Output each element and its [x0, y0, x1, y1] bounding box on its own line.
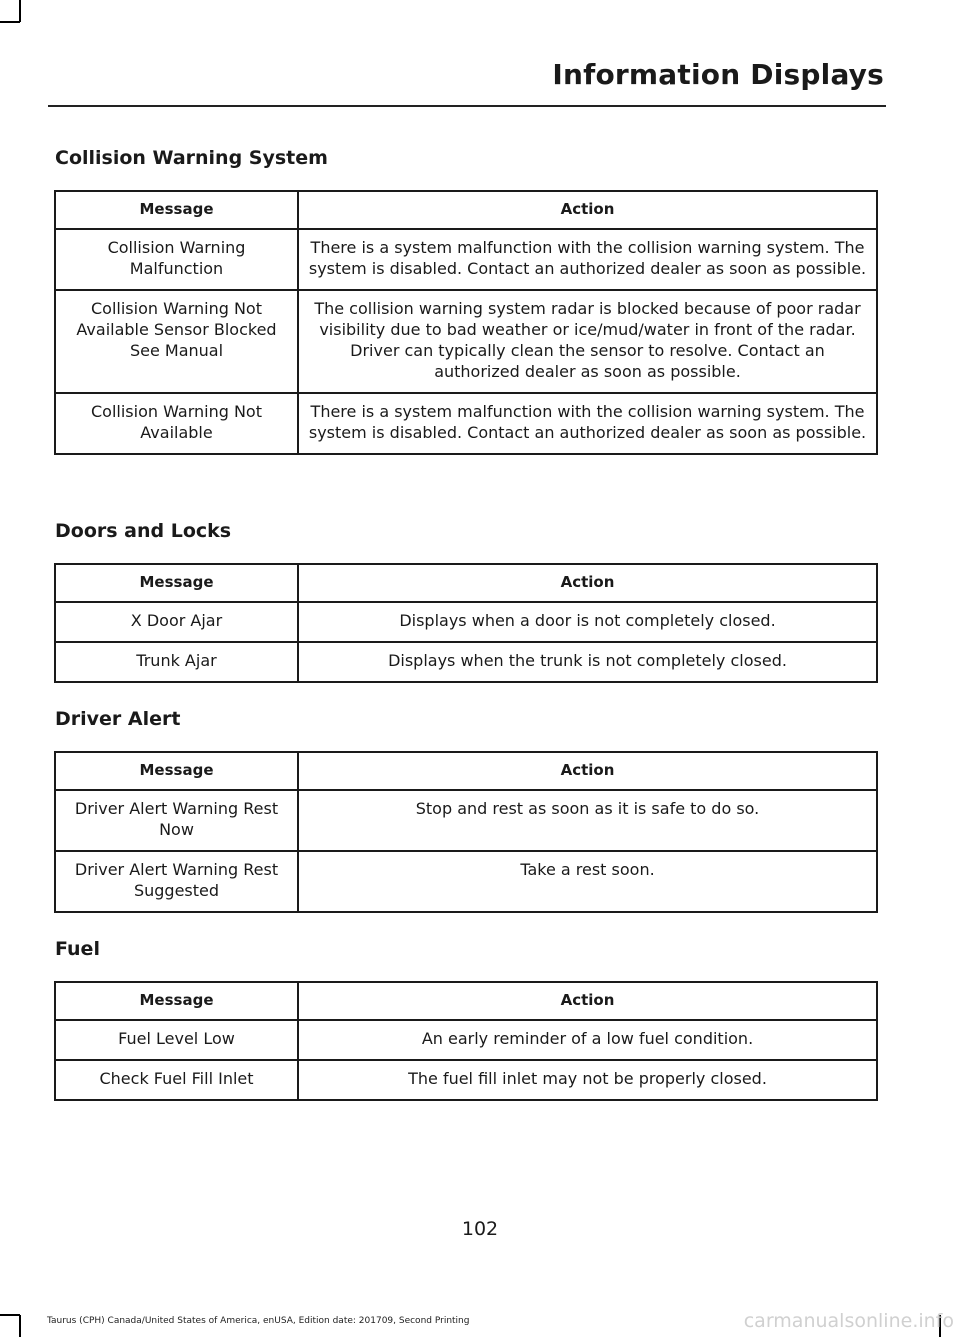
column-header-message: Message: [55, 982, 298, 1020]
footer-edition-info: Taurus (CPH) Canada/United States of America, enUSA, Edition date: 201709, Second Printing: [47, 1316, 470, 1326]
crop-mark: [19, 0, 21, 22]
table-row: [55, 1060, 877, 1100]
column-header-action: Action: [298, 191, 877, 229]
driver-alert-table: [54, 751, 878, 913]
table-row: [55, 229, 877, 290]
column-header-message: Message: [55, 752, 298, 790]
table-header-row: [55, 564, 877, 602]
table-row: [55, 290, 877, 393]
action-cell: The collision warning system radar is blocked because of poor radar visibility due to bad weather or ice/mud/water in front of the radar. Driver can typically clean the sensor to resolve. Contact an authorized dealer as soon as possible.: [298, 290, 877, 393]
crop-mark: [0, 21, 20, 23]
watermark: carmanualsonline.info: [743, 1310, 954, 1332]
section-title-collision-warning: Collision Warning System: [55, 147, 328, 169]
action-cell: Displays when the trunk is not completely closed.: [298, 642, 877, 682]
table-row: [55, 393, 877, 454]
message-cell: X Door Ajar: [55, 602, 298, 642]
message-cell: Collision Warning Not Available: [55, 393, 298, 454]
message-cell: Fuel Level Low: [55, 1020, 298, 1060]
message-cell: Driver Alert Warning Rest Now: [55, 790, 298, 851]
message-cell: Collision Warning Not Available Sensor Blocked See Manual: [55, 290, 298, 393]
message-cell: Trunk Ajar: [55, 642, 298, 682]
table-row: [55, 790, 877, 851]
table-row: [55, 642, 877, 682]
collision-warning-table: [54, 190, 878, 455]
column-header-action: Action: [298, 982, 877, 1020]
message-cell: Collision Warning Malfunction: [55, 229, 298, 290]
table-row: [55, 851, 877, 912]
table-header-row: [55, 982, 877, 1020]
action-cell: There is a system malfunction with the collision warning system. The system is disabled. Contact an authorized dealer as soon as possible.: [298, 229, 877, 290]
column-header-message: Message: [55, 564, 298, 602]
page-title: Information Displays: [552, 58, 884, 91]
table-row: [55, 1020, 877, 1060]
fuel-table: [54, 981, 878, 1101]
action-cell: Stop and rest as soon as it is safe to do so.: [298, 790, 877, 851]
column-header-message: Message: [55, 191, 298, 229]
section-title-driver-alert: Driver Alert: [55, 708, 181, 730]
table-row: [55, 602, 877, 642]
message-cell: Driver Alert Warning Rest Suggested: [55, 851, 298, 912]
section-title-fuel: Fuel: [55, 938, 100, 960]
message-cell: Check Fuel Fill Inlet: [55, 1060, 298, 1100]
action-cell: The fuel fill inlet may not be properly closed.: [298, 1060, 877, 1100]
table-header-row: [55, 191, 877, 229]
page-number: 102: [461, 1218, 499, 1240]
action-cell: Displays when a door is not completely closed.: [298, 602, 877, 642]
action-cell: There is a system malfunction with the collision warning system. The system is disabled. Contact an authorized dealer as soon as possible.: [298, 393, 877, 454]
column-header-action: Action: [298, 564, 877, 602]
header-rule: [48, 105, 886, 107]
column-header-action: Action: [298, 752, 877, 790]
section-title-doors-and-locks: Doors and Locks: [55, 520, 232, 542]
action-cell: Take a rest soon.: [298, 851, 877, 912]
doors-and-locks-table: [54, 563, 878, 683]
action-cell: An early reminder of a low fuel condition.: [298, 1020, 877, 1060]
crop-mark: [0, 1314, 20, 1316]
table-header-row: [55, 752, 877, 790]
crop-mark: [19, 1315, 21, 1337]
